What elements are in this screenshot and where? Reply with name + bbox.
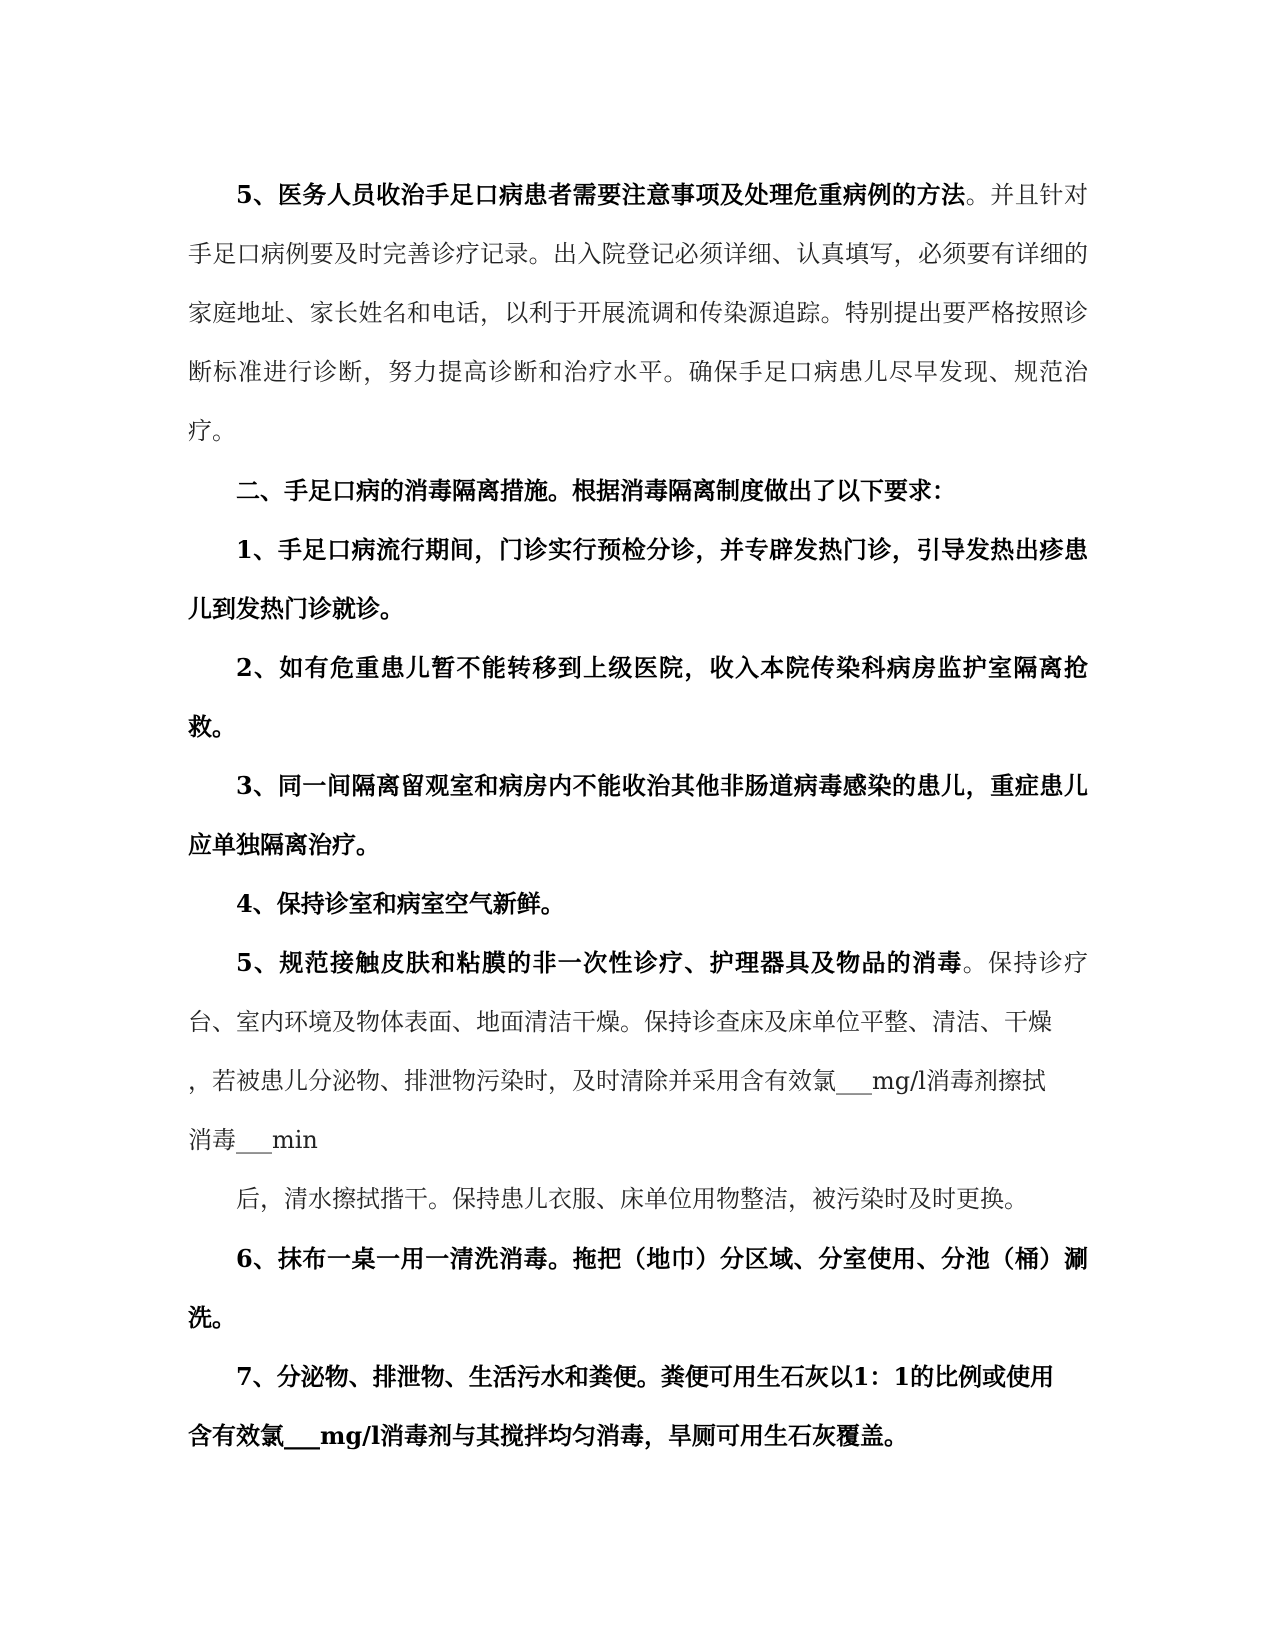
paragraph-heading: 5、医务人员收治手足口病患者需要注意事项及处理危重病例的方法 xyxy=(236,180,966,209)
document-body xyxy=(188,165,1088,1465)
paragraph-heading: 5、规范接触皮肤和粘膜的非一次性诊疗、护理器具及物品的消毒 xyxy=(236,948,963,977)
paragraph-medical-staff-precautions xyxy=(188,165,1088,461)
paragraph-item-7-line-2: 含有效氯___mg/l消毒剂与其搅拌均匀消毒，旱厕可用生石灰覆盖。 xyxy=(188,1421,909,1450)
paragraph-item-5-continued: 后，清水擦拭揩干。保持患儿衣服、床单位用物整洁，被污染时及时更换。 xyxy=(236,1185,1028,1213)
paragraph-text: 。并且针对手足口病例要及时完善诊疗记录。出入院登记必须详细、认真填写，必须要有详细的家庭地址、家长姓名和电话，以利于开展流调和传染源追踪。特别提出要严格按照诊断标准进行诊断，努力提高诊断和治疗水平。确保手足口病患儿尽早发现、规范治疗。 xyxy=(188,181,1089,445)
section-heading-disinfection: 二、手足口病的消毒隔离措施。根据消毒隔离制度做出了以下要求： xyxy=(236,476,956,505)
paragraph-item-7-line-1: 7、分泌物、排泄物、生活污水和粪便。粪便可用生石灰以1：1的比例或使用 xyxy=(236,1362,1055,1391)
paragraph-item-1: 1、手足口病流行期间，门诊实行预检分诊，并专辟发热门诊，引导发热出疹患儿到发热门诊就诊。 xyxy=(188,535,1088,623)
paragraph-item-2: 2、如有危重患儿暂不能转移到上级医院，收入本院传染科病房监护室隔离抢救。 xyxy=(188,653,1088,741)
paragraph-text: 。保持诊疗台、室内环境及物体表面、地面清洁干燥。保持诊查床及床单位平整、清洁、干燥 xyxy=(188,949,1088,1036)
paragraph-item-5 xyxy=(188,933,1088,1052)
paragraph-item-5-line-4: 消毒___min xyxy=(188,1126,318,1154)
paragraph-item-6: 6、抹布一桌一用一清洗消毒。拖把（地巾）分区域、分室使用、分池（桶）涮洗。 xyxy=(188,1244,1088,1332)
paragraph-item-3: 3、同一间隔离留观室和病房内不能收治其他非肠道病毒感染的患儿，重症患儿应单独隔离治疗。 xyxy=(188,771,1088,859)
paragraph-item-5-line-3: ，若被患儿分泌物、排泄物污染时，及时清除并采用含有效氯___mg/l消毒剂擦拭 xyxy=(188,1067,1046,1095)
paragraph-item-4: 4、保持诊室和病室空气新鲜。 xyxy=(236,889,565,918)
